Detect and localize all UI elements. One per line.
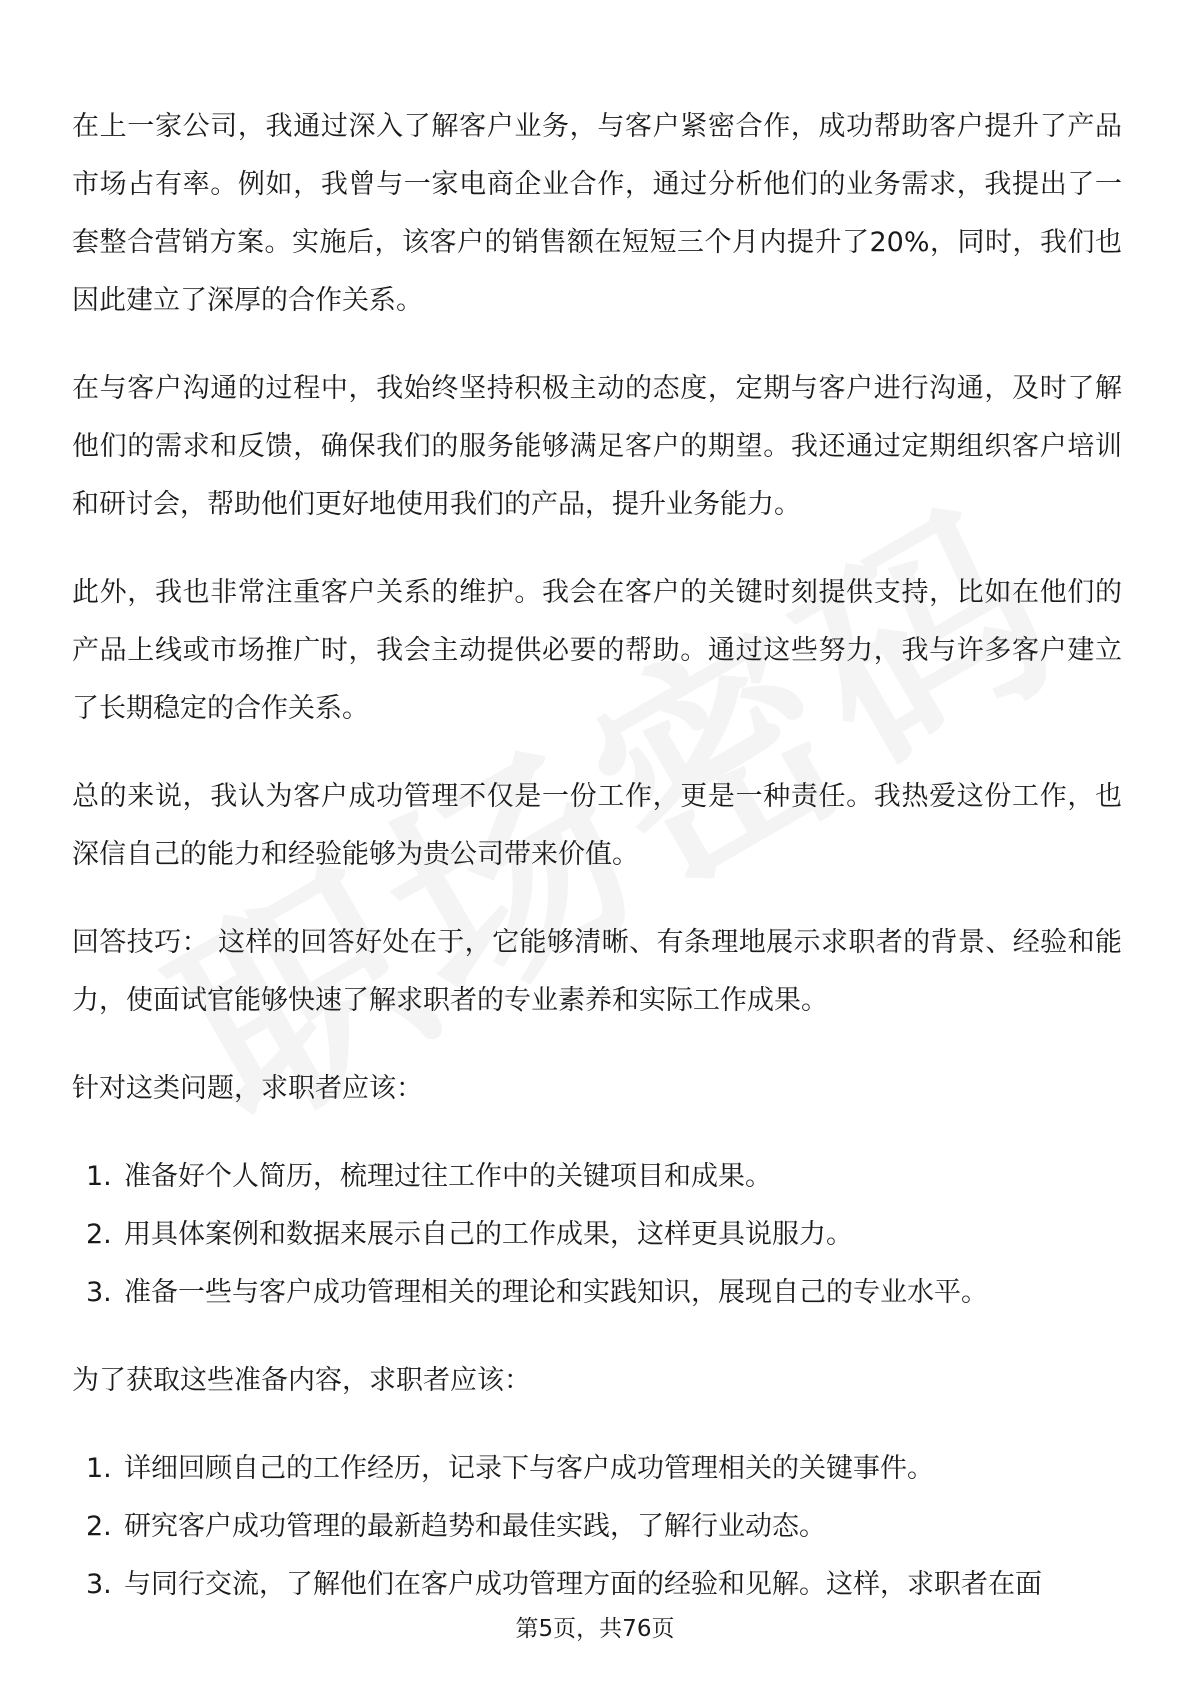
- list-item-text: 准备一些与客户成功管理相关的理论和实践知识，展现自己的专业水平。: [124, 1277, 988, 1308]
- list-item-text: 用具体案例和数据来展示自己的工作成果，这样更具说服力。: [124, 1219, 853, 1250]
- page-footer: 第5页，共76页: [515, 1616, 675, 1642]
- paragraph: 此外，我也非常注重客户关系的维护。我会在客户的关键时刻提供支持，比如在他们的产品上线或市场推广时，我会主动提供必要的帮助。通过这些努力，我与许多客户建立了长期稳定的合作关系。: [72, 577, 1122, 724]
- list-item: [72, 1148, 1122, 1206]
- list-item-text: 详细回顾自己的工作经历，记录下与客户成功管理相关的关键事件。: [124, 1453, 934, 1484]
- list-item: [72, 1556, 1122, 1614]
- list-item-text: 研究客户成功管理的最新趋势和最佳实践，了解行业动态。: [124, 1511, 826, 1542]
- list-number: 1.: [86, 1453, 112, 1484]
- paragraph: 在与客户沟通的过程中，我始终坚持积极主动的态度，定期与客户进行沟通，及时了解他们的需求和反馈，确保我们的服务能够满足客户的期望。我还通过定期组织客户培训和研讨会，帮助他们更好地使用我们的产品，提升业务能力。: [72, 373, 1122, 520]
- list-item: [72, 1206, 1122, 1264]
- list-item: [72, 1264, 1122, 1322]
- list-number: 2.: [86, 1511, 112, 1542]
- document-body: [72, 98, 1122, 1644]
- list-item-text: 与同行交流，了解他们在客户成功管理方面的经验和见解。这样，求职者在面: [124, 1569, 1042, 1600]
- list-item: [72, 1440, 1122, 1498]
- list-number: 3.: [86, 1569, 112, 1600]
- list-number: 1.: [86, 1161, 112, 1192]
- list-item: [72, 1498, 1122, 1556]
- gathering-list: [72, 1440, 1122, 1614]
- list-intro: 为了获取这些准备内容，求职者应该：: [72, 1365, 531, 1396]
- list-item-text: 准备好个人简历，梳理过往工作中的关键项目和成果。: [124, 1161, 772, 1192]
- list-intro: 针对这类问题，求职者应该：: [72, 1073, 423, 1104]
- list-number: 3.: [86, 1277, 112, 1308]
- answer-tip-paragraph: 回答技巧： 这样的回答好处在于，它能够清晰、有条理地展示求职者的背景、经验和能力，使面试官能够快速了解求职者的专业素养和实际工作成果。: [72, 927, 1122, 1016]
- paragraph: 在上一家公司，我通过深入了解客户业务，与客户紧密合作，成功帮助客户提升了产品市场占有率。例如，我曾与一家电商企业合作，通过分析他们的业务需求，我提出了一套整合营销方案。实施后，该客户的销售额在短短三个月内提升了20%，同时，我们也因此建立了深厚的合作关系。: [72, 111, 1122, 316]
- preparation-list: [72, 1148, 1122, 1322]
- list-number: 2.: [86, 1219, 112, 1250]
- paragraph: 总的来说，我认为客户成功管理不仅是一份工作，更是一种责任。我热爱这份工作，也深信自己的能力和经验能够为贵公司带来价值。: [72, 781, 1122, 870]
